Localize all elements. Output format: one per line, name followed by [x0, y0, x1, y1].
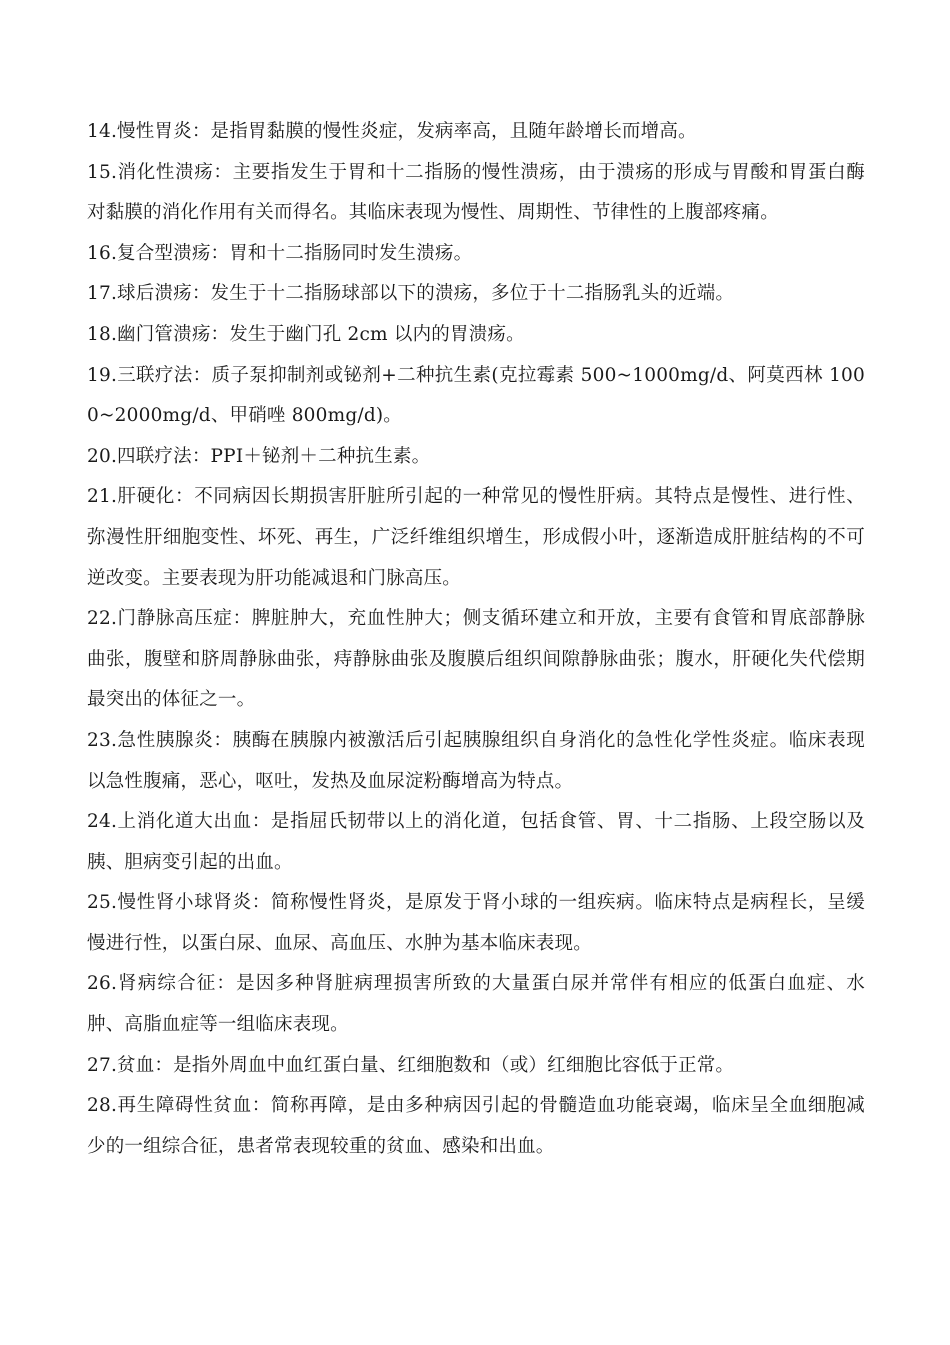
- entry-text: 肾病综合征：是因多种肾脏病理损害所致的大量蛋白尿并常伴有相应的低蛋白血症、水肿、高脂血症等一组临床表现。: [87, 973, 865, 1036]
- definition-entry: [87, 883, 865, 964]
- entry-number: 26.: [87, 973, 118, 995]
- definition-entry: [87, 477, 865, 599]
- entry-number: 19.: [87, 364, 118, 386]
- entry-number: 21.: [87, 486, 118, 508]
- entry-number: 18.: [87, 323, 118, 345]
- entry-number: 22.: [87, 608, 118, 630]
- definition-entry: [87, 274, 865, 315]
- entry-text: 急性胰腺炎：胰酶在胰腺内被激活后引起胰腺组织自身消化的急性化学性炎症。临床表现以急性腹痛，恶心，呕吐，发热及血尿淀粉酶增高为特点。: [87, 729, 865, 792]
- entry-number: 17.: [87, 283, 118, 305]
- definition-entry: [87, 802, 865, 883]
- entry-text: 再生障碍性贫血：简称再障，是由多种病因引起的骨髓造血功能衰竭，临床呈全血细胞减少的一组综合征，患者常表现较重的贫血、感染和出血。: [87, 1095, 865, 1157]
- entry-text: 贫血：是指外周血中血红蛋白量、红细胞数和（或）红细胞比容低于正常。: [117, 1054, 735, 1076]
- definition-entry: [87, 1046, 865, 1087]
- entry-number: 15.: [87, 161, 118, 183]
- entry-text: 消化性溃疡：主要指发生于胃和十二指肠的慢性溃疡，由于溃疡的形成与胃酸和胃蛋白酶对黏膜的消化作用有关而得名。其临床表现为慢性、周期性、节律性的上腹部疼痛。: [87, 161, 865, 224]
- definition-list: [87, 112, 865, 1167]
- entry-number: 16.: [87, 242, 118, 264]
- definition-entry: [87, 599, 865, 721]
- entry-text: 四联疗法：PPI＋铋剂＋二种抗生素。: [117, 445, 431, 467]
- entry-text: 慢性肾小球肾炎：简称慢性肾炎，是原发于肾小球的一组疾病。临床特点是病程长，呈缓慢进行性，以蛋白尿、血尿、高血压、水肿为基本临床表现。: [87, 892, 865, 954]
- definition-entry: [87, 234, 865, 275]
- entry-text: 球后溃疡：发生于十二指肠球部以下的溃疡，多位于十二指肠乳头的近端。: [117, 283, 735, 305]
- entry-text: 三联疗法：质子泵抑制剂或铋剂+二种抗生素(克拉霉素 500~1000mg/d、阿莫西林 1000~2000mg/d、甲硝唑 800mg/d)。: [87, 364, 865, 427]
- definition-entry: [87, 356, 865, 437]
- entry-number: 27.: [87, 1054, 118, 1076]
- entry-text: 复合型溃疡：胃和十二指肠同时发生溃疡。: [117, 242, 473, 264]
- entry-number: 28.: [87, 1095, 118, 1117]
- entry-text: 门静脉高压症：脾脏肿大，充血性肿大；侧支循环建立和开放，主要有食管和胃底部静脉曲张，腹壁和脐周静脉曲张，痔静脉曲张及腹膜后组织间隙静脉曲张；腹水，肝硬化失代偿期最突出的体征之一。: [87, 608, 865, 711]
- entry-number: 24.: [87, 811, 118, 833]
- entry-number: 14.: [87, 121, 118, 142]
- definition-entry: [87, 721, 865, 802]
- definition-entry: [87, 437, 865, 478]
- definition-entry: [87, 153, 865, 234]
- definition-entry: [87, 964, 865, 1045]
- entry-number: 23.: [87, 729, 118, 751]
- entry-text: 幽门管溃疡：发生于幽门孔 2cm 以内的胃溃疡。: [117, 323, 525, 345]
- entry-number: 25.: [87, 892, 118, 914]
- definition-entry: [87, 112, 865, 153]
- entry-text: 肝硬化：不同病因长期损害肝脏所引起的一种常见的慢性肝病。其特点是慢性、进行性、弥漫性肝细胞变性、坏死、再生，广泛纤维组织增生，形成假小叶，逐渐造成肝脏结构的不可逆改变。主要表现为肝功能减退和门脉高压。: [87, 486, 865, 589]
- entry-text: 慢性胃炎：是指胃黏膜的慢性炎症，发病率高，且随年龄增长而增高。: [117, 121, 697, 142]
- entry-number: 20.: [87, 445, 118, 467]
- entry-text: 上消化道大出血：是指屈氏韧带以上的消化道，包括食管、胃、十二指肠、上段空肠以及胰、胆病变引起的出血。: [87, 811, 865, 873]
- definition-entry: [87, 1086, 865, 1167]
- definition-entry: [87, 315, 865, 356]
